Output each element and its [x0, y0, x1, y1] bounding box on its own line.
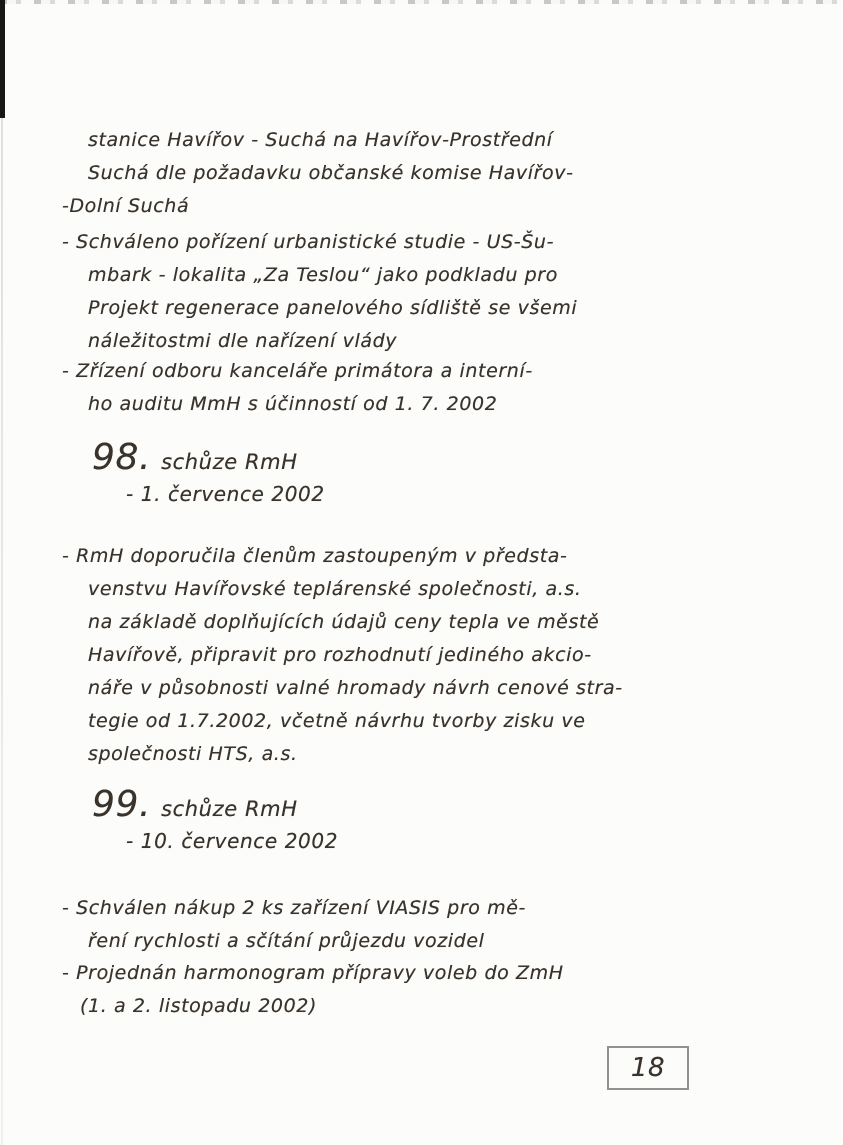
handwritten-line: -Dolní Suchá — [62, 195, 190, 217]
handwritten-line: venstvu Havířovské teplárenské společnosti, a.s. — [88, 578, 582, 600]
bullet-item-teplarenska — [62, 540, 623, 771]
handwritten-line: - Zřízení odboru kanceláře primátora a interní- — [62, 360, 533, 382]
meeting-number: 98. — [92, 437, 152, 478]
meeting-date: - 10. července 2002 — [126, 829, 339, 853]
scan-left-edge-artifact — [0, 0, 5, 118]
handwritten-line: náře v působnosti valné hromady návrh cenové stra- — [88, 677, 623, 699]
handwritten-line: Projekt regenerace panelového sídliště se všemi — [88, 297, 578, 319]
scan-left-edge-line — [1, 118, 3, 1145]
bullet-item-volby — [62, 957, 564, 1023]
page-number-box — [607, 1046, 689, 1090]
handwritten-line: ho auditu MmH s účinností od 1. 7. 2002 — [88, 393, 498, 415]
handwritten-line: - Schváleno pořízení urbanistické studie - US-Šu- — [62, 231, 555, 253]
bullet-item-zrizeni-odboru — [62, 355, 533, 421]
meeting-number: 99. — [92, 784, 152, 825]
handwritten-line: - RmH doporučila členům zastoupeným v předsta- — [62, 545, 568, 567]
handwritten-line: Havířově, připravit pro rozhodnutí jediného akcio- — [88, 644, 592, 666]
paragraph-continuation — [62, 124, 574, 223]
handwritten-line: (1. a 2. listopadu 2002) — [80, 995, 317, 1017]
meeting-99-heading — [92, 785, 338, 853]
handwritten-line: náležitostmi dle nařízení vlády — [88, 330, 398, 352]
meeting-98-title-row — [92, 438, 325, 478]
handwritten-line: Suchá dle požadavku občanské komise Havířov- — [88, 162, 574, 184]
handwritten-line: společnosti HTS, a.s. — [88, 743, 298, 765]
meeting-99-title-row — [92, 785, 338, 825]
meeting-date: - 1. července 2002 — [126, 482, 325, 506]
scan-top-edge-artifact — [0, 0, 843, 4]
handwritten-line: mbark - lokalita „Za Teslou“ jako podkladu pro — [88, 264, 558, 286]
handwritten-line: - Schválen nákup 2 ks zařízení VIASIS pro mě- — [62, 897, 526, 919]
handwritten-line: - Projednán harmonogram přípravy voleb do ZmH — [62, 962, 564, 984]
meeting-title: schůze RmH — [161, 450, 298, 474]
handwritten-line: na základě doplňujících údajů ceny tepla ve městě — [88, 611, 600, 633]
handwritten-line: stanice Havířov - Suchá na Havířov-Prostřední — [88, 129, 553, 151]
meeting-98-heading — [92, 438, 325, 506]
bullet-item-urbanisticka-studie — [62, 226, 577, 358]
meeting-title: schůze RmH — [161, 797, 298, 821]
handwritten-line: ření rychlosti a sčítání průjezdu vozidel — [88, 930, 485, 952]
handwritten-line: tegie od 1.7.2002, včetně návrhu tvorby zisku ve — [88, 710, 586, 732]
bullet-item-viasis — [62, 892, 526, 958]
page-number: 18 — [630, 1053, 666, 1083]
